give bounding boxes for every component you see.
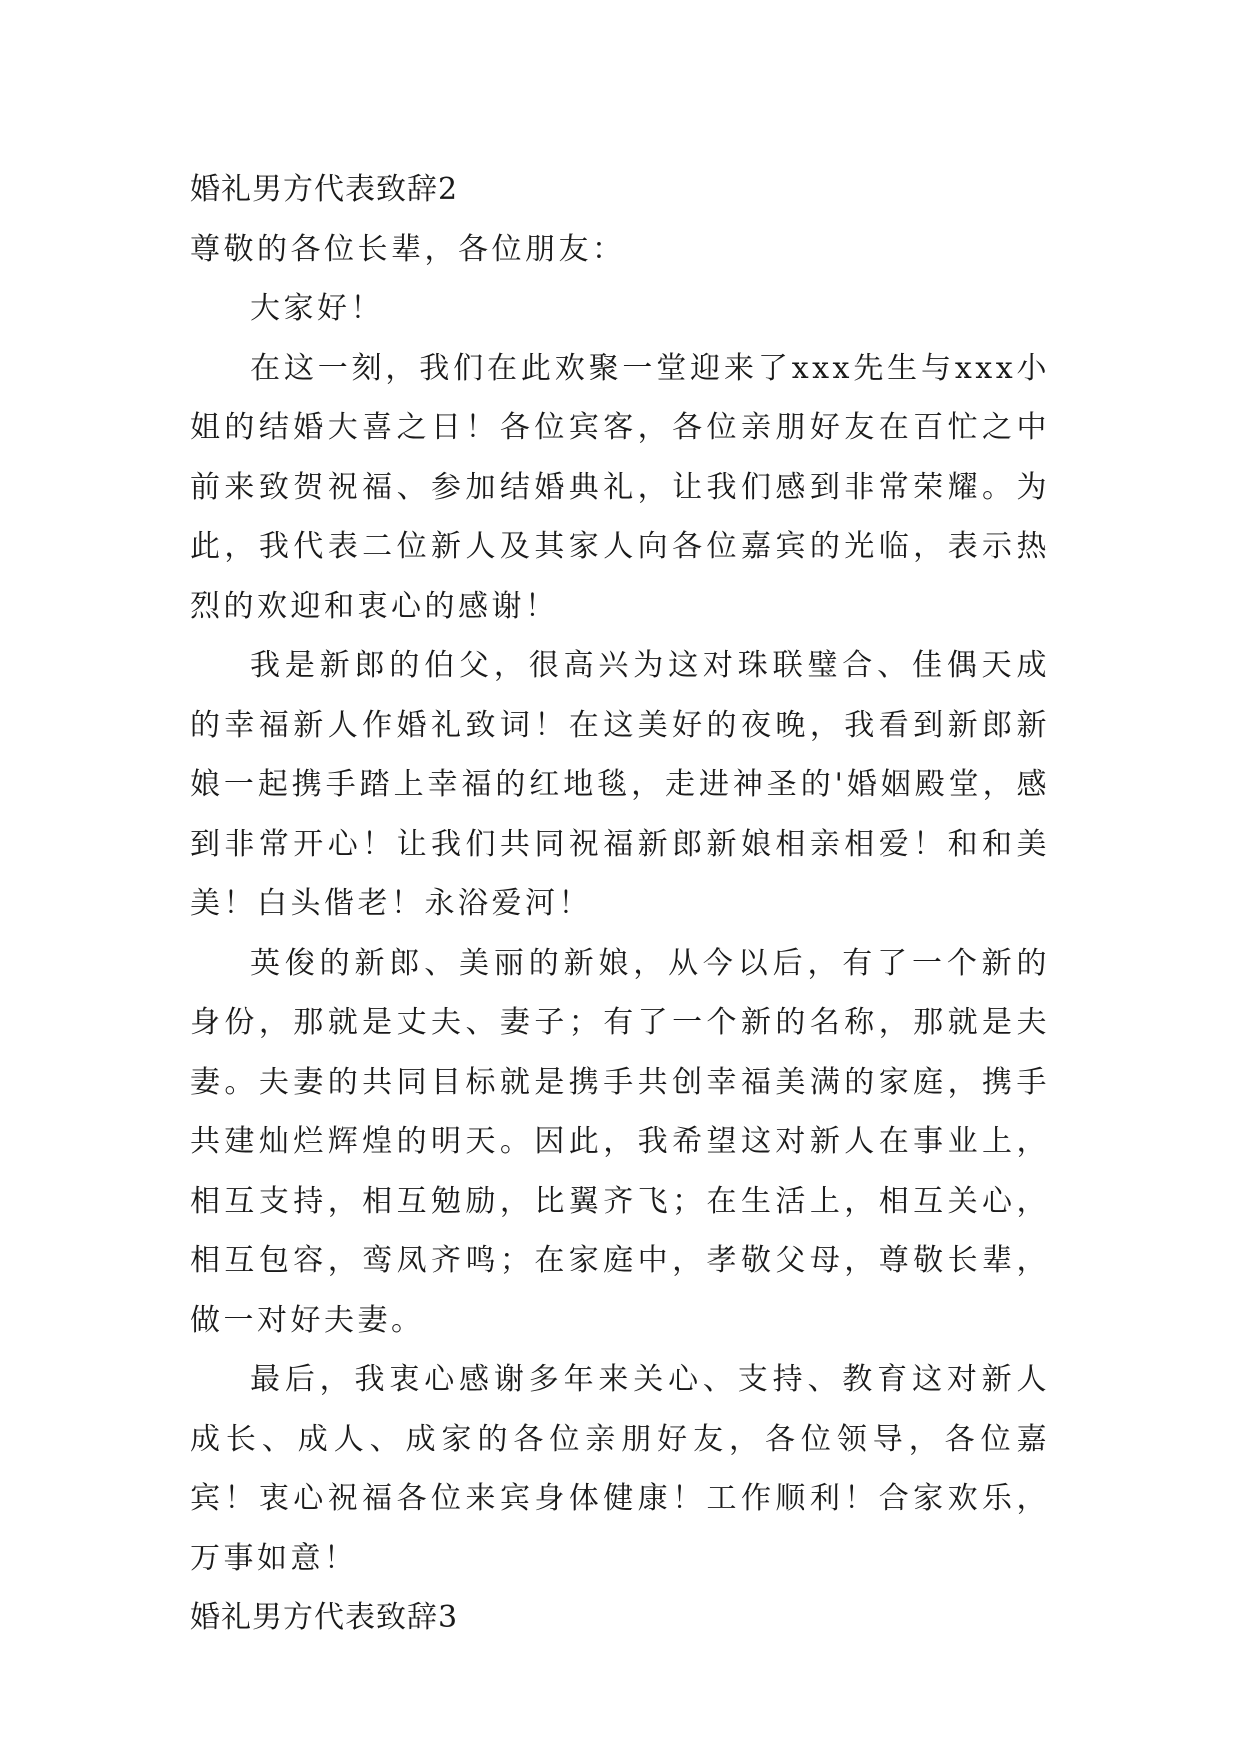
document-body (190, 160, 1050, 1648)
paragraph-blessing: 我是新郎的伯父，很高兴为这对珠联璧合、佳偶天成的幸福新人作婚礼致词！在这美好的夜晚，我看到新郎新娘一起携手踏上幸福的红地毯，走进神圣的'婚姻殿堂，感到非常开心！让我们共同祝福新郎新娘相亲相爱！和和美美！白头偕老！永浴爱河！ (190, 648, 1050, 921)
greeting: 大家好！ (250, 291, 384, 326)
paragraph-welcome: 在这一刻，我们在此欢聚一堂迎来了xxx先生与xxx小姐的结婚大喜之日！各位宾客，各位亲朋好友在百忙之中前来致贺祝福、参加结婚典礼，让我们感到非常荣耀。为此，我代表二位新人及其家人向各位嘉宾的光临，表示热烈的欢迎和衷心的感谢！ (190, 350, 1050, 624)
paragraph-advice: 英俊的新郎、美丽的新娘，从今以后，有了一个新的身份，那就是丈夫、妻子；有了一个新的名称，那就是夫妻。夫妻的共同目标就是携手共创幸福美满的家庭，携手共建灿烂辉煌的明天。因此，我希望这对新人在事业上，相互支持，相互勉励，比翼齐飞；在生活上，相互关心，相互包容，鸾凤齐鸣；在家庭中，孝敬父母，尊敬长辈，做一对好夫妻。 (190, 945, 1050, 1338)
section-heading-3: 婚礼男方代表致辞3 (190, 1600, 459, 1635)
paragraph-thanks: 最后，我衷心感谢多年来关心、支持、教育这对新人成长、成人、成家的各位亲朋好友，各位领导，各位嘉宾！衷心祝福各位来宾身体健康！工作顺利！合家欢乐，万事如意！ (190, 1362, 1050, 1576)
section-heading-2: 婚礼男方代表致辞2 (190, 172, 459, 207)
salutation: 尊敬的各位长辈，各位朋友： (190, 231, 626, 267)
